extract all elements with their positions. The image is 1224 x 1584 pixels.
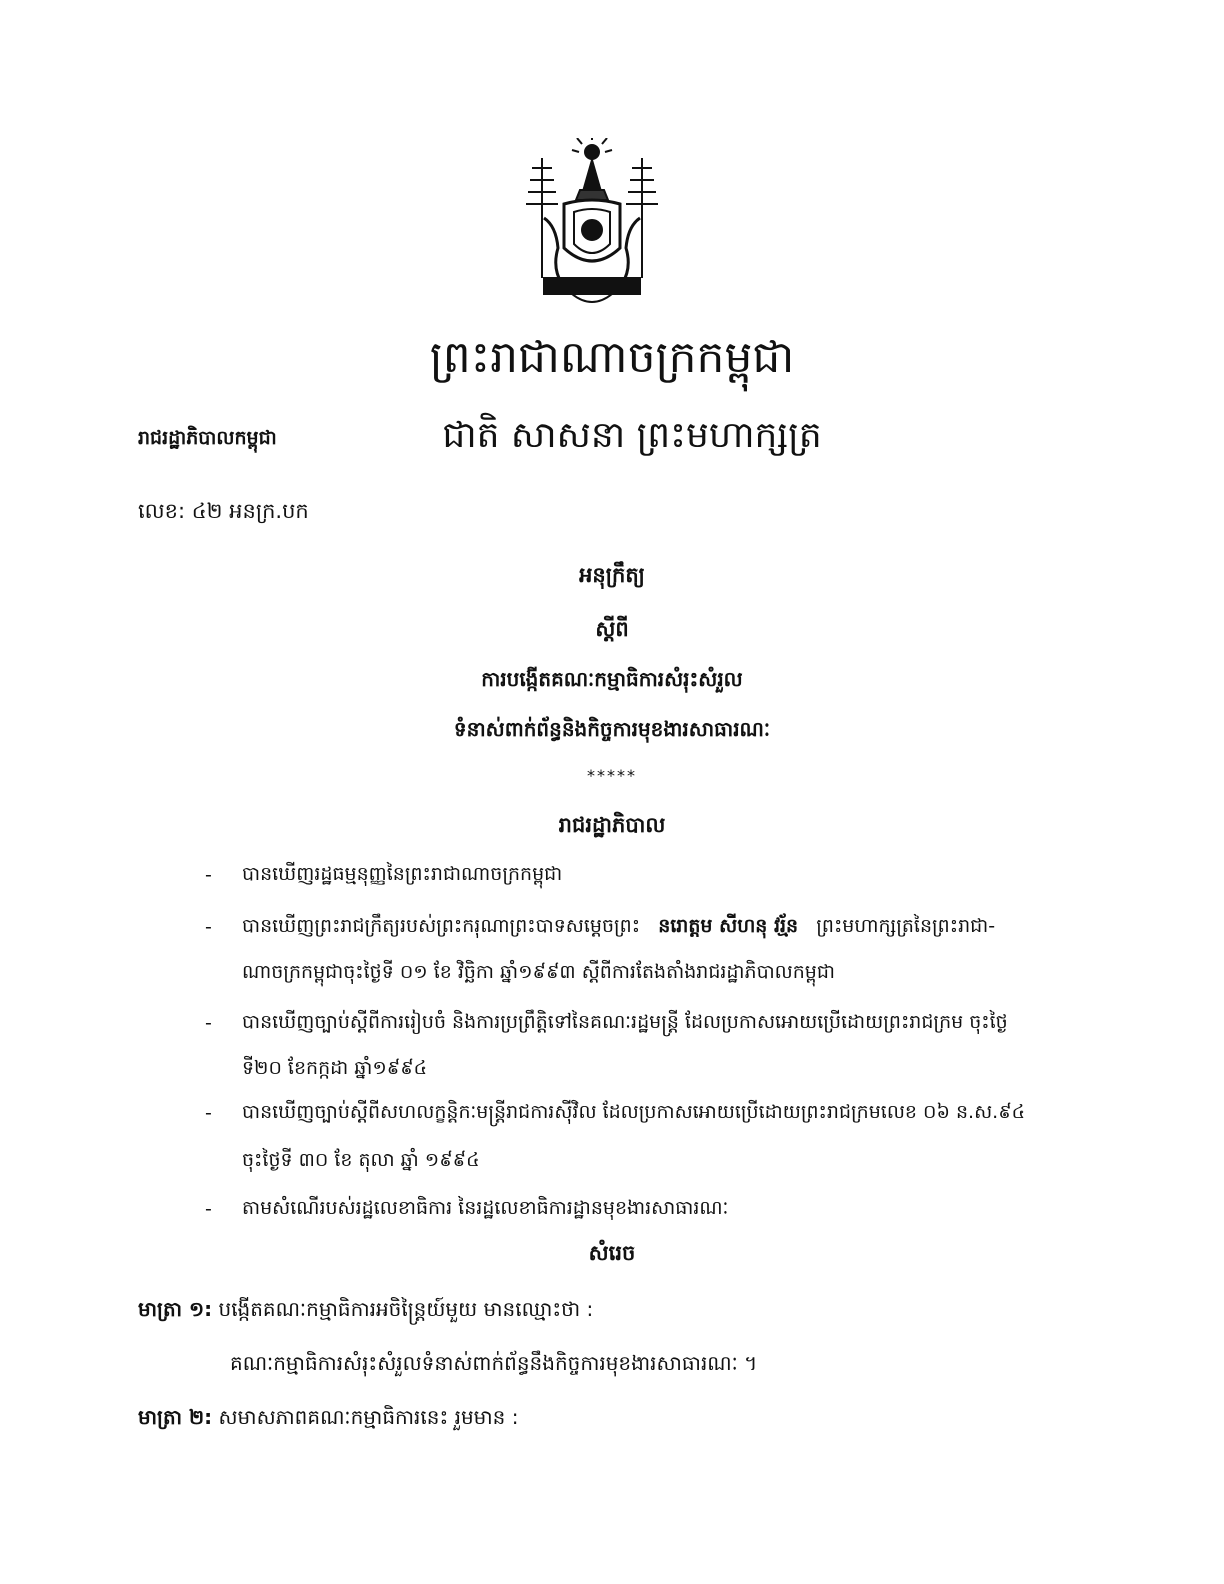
article-2-label: មាត្រា ២:: [138, 1405, 213, 1429]
title-about: ស្តីពី: [595, 617, 629, 641]
bullet-text-4: បានឃើញច្បាប់ស្តីពីសហលក្ខន្តិកៈមន្ត្រីរាជការស៊ីវិល ដែលប្រកាសអោយប្រើដោយព្រះរាជក្រមលេខ ០៦ ន.ស.៩៤: [242, 1101, 1026, 1123]
bullet-text-1: បានឃើញរដ្ឋធម្មនុញ្ញនៃព្រះរាជាណាចក្រកម្ពុជា: [242, 863, 563, 885]
bullet-dash: -: [205, 864, 212, 886]
bullet-dash: -: [205, 1198, 212, 1220]
reference-number: លេខ: ៤២ អនក្រ.បក: [138, 499, 309, 523]
bullet-2-suffix: ព្រះមហាក្សត្រនៃព្រះរាជា-: [816, 915, 996, 937]
king-name: នរោត្តម សីហនុ វរ្ម័ន: [658, 915, 799, 937]
bullet-text-2: [242, 916, 1082, 936]
government-heading: រាជរដ្ឋាភិបាល: [558, 813, 666, 837]
bullet-dash: -: [205, 1012, 212, 1034]
article-2-text: សមាសភាពគណៈកម្មាធិការនេះ រួមមាន :: [218, 1405, 519, 1429]
title-subject-line-2: ទំនាស់ពាក់ព័ន្ធនិងកិច្ចការមុខងារសាធារណៈ: [453, 717, 771, 741]
separator-stars: *****: [587, 766, 637, 785]
article-1: [138, 1296, 593, 1326]
bullet-2-prefix: បានឃើញព្រះរាជក្រឹត្យរបស់ព្រះករុណាព្រះបាទសម្តេចព្រះ: [242, 915, 641, 937]
article-2: [138, 1404, 518, 1434]
bullet-text-3-line-2: ទី២០ ខែកក្កដា ឆ្នាំ១៩៩៤: [242, 1057, 428, 1079]
bullet-text-2-line-2: ណាចក្រកម្ពុជាចុះថ្ងៃទី ០១ ខែ វិច្ឆិកា ឆ្នាំ១៩៩៣ ស្តីពីការតែងតាំងរាជរដ្ឋាភិបាលកម្ពុជា: [242, 961, 835, 983]
kingdom-heading: ព្រះរាជាណាចក្រកម្ពុជា: [429, 332, 795, 383]
article-1-text: បង្កើតគណៈកម្មាធិការអចិន្ត្រៃយ៍មួយ មានឈ្មោះថា :: [218, 1297, 594, 1321]
decision-heading: សំរេច: [588, 1241, 636, 1265]
government-label: រាជរដ្ឋាភិបាលកម្ពុជា: [138, 427, 277, 449]
national-motto: ជាតិ សាសនា ព្រះមហាក្សត្រ: [442, 415, 822, 456]
article-1-committee-name: គណៈកម្មាធិការសំរុះសំរួលទំនាស់ពាក់ព័ន្ធនឹងកិច្ចការមុខងារសាធារណៈ ។: [230, 1351, 758, 1375]
bullet-text-4-line-2: ចុះថ្ងៃទី ៣០ ខែ តុលា ឆ្នាំ ១៩៩៤: [242, 1149, 480, 1171]
bullet-dash: -: [205, 1102, 212, 1124]
article-1-label: មាត្រា ១:: [138, 1297, 213, 1321]
bullet-text-5: តាមសំណើរបស់រដ្ឋលេខាធិការ នៃរដ្ឋលេខាធិការដ្ឋានមុខងារសាធារណៈ: [242, 1197, 729, 1219]
document-type-title: អនុក្រឹត្យ: [579, 563, 645, 587]
title-subject-line-1: ការបង្កើតគណៈកម្មាធិការសំរុះសំរួល: [481, 667, 743, 691]
royal-coat-of-arms-emblem: [522, 138, 662, 310]
bullet-text-3: បានឃើញច្បាប់ស្តីពីការរៀបចំ និងការប្រព្រឹត្តិទៅនៃគណៈរដ្ឋមន្ត្រី ដែលប្រកាសអោយប្រើដោយព្រះរាជក្រម ចុះថ្ងៃ: [242, 1011, 1008, 1033]
bullet-dash: -: [205, 916, 212, 938]
